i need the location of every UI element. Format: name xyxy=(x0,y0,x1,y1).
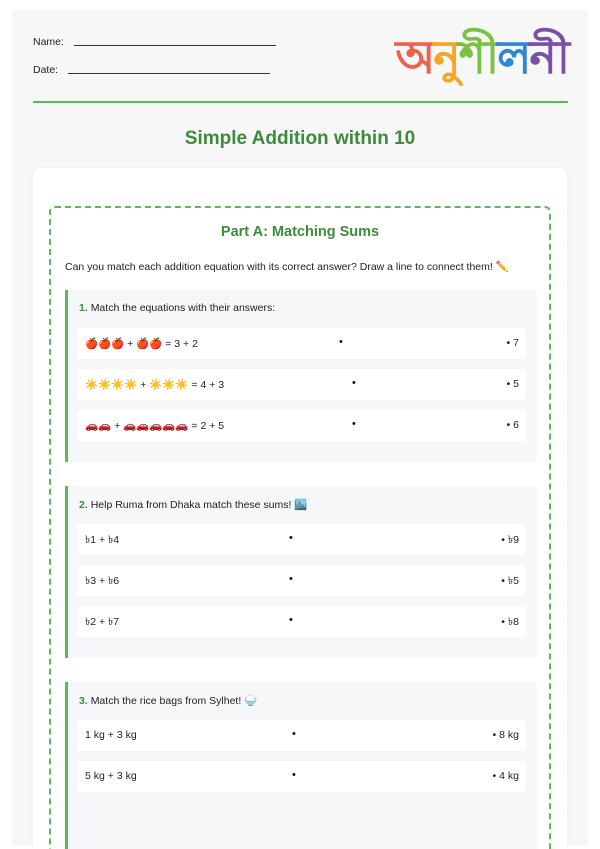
answer-right[interactable] xyxy=(492,729,519,741)
connect-dot-left[interactable]: • xyxy=(289,614,293,626)
logo-char-2: নু xyxy=(433,30,459,84)
content-card xyxy=(33,168,567,849)
connect-dot-right[interactable]: • xyxy=(492,729,497,741)
answer-value: 4 kg xyxy=(499,770,519,782)
question-1 xyxy=(65,290,537,462)
connect-dot-right[interactable]: • xyxy=(501,534,505,546)
answer-value: ৳9 xyxy=(507,534,519,546)
match-row xyxy=(77,761,526,792)
match-row xyxy=(77,410,526,441)
name-field xyxy=(33,36,276,48)
equation-left: 5 kg + 3 kg xyxy=(85,770,137,782)
match-row xyxy=(77,524,526,555)
worksheet-title: Simple Addition within 10 xyxy=(184,128,416,149)
question-2 xyxy=(65,486,537,658)
equation-left: ৳2 + ৳7 xyxy=(85,616,120,628)
equation-left: ৳3 + ৳6 xyxy=(85,575,120,587)
date-label: Date: xyxy=(33,64,59,76)
equation-left: 🍎🍎🍎 + 🍎🍎 = 3 + 2 xyxy=(85,338,198,350)
question-prompt: Help Ruma from Dhaka match these sums! 🏙️ xyxy=(90,499,308,511)
answer-right[interactable] xyxy=(501,533,519,550)
match-row xyxy=(77,369,526,400)
header-divider xyxy=(33,101,568,103)
question-3 xyxy=(65,682,537,849)
connect-dot-left[interactable]: • xyxy=(289,532,293,544)
connect-dot-left[interactable]: • xyxy=(352,418,356,430)
answer-right[interactable] xyxy=(506,419,519,431)
answer-right[interactable] xyxy=(492,770,519,782)
equation-left: 1 kg + 3 kg xyxy=(85,729,137,741)
connect-dot-right[interactable]: • xyxy=(506,337,511,349)
equation-left: 🚗🚗 + 🚗🚗🚗🚗🚗 = 2 + 5 xyxy=(85,420,225,432)
connect-dot-right[interactable]: • xyxy=(492,770,497,782)
question-2-header xyxy=(79,498,307,511)
logo-char-3: শী xyxy=(458,30,498,84)
date-field xyxy=(33,64,270,76)
answer-right[interactable] xyxy=(501,574,519,591)
connect-dot-left[interactable]: • xyxy=(289,573,293,585)
question-1-header xyxy=(79,302,275,314)
answer-value: 8 kg xyxy=(499,729,519,741)
answer-right[interactable] xyxy=(506,337,519,349)
logo-char-4: ল xyxy=(497,30,530,84)
match-row xyxy=(77,328,526,359)
match-row xyxy=(77,606,526,637)
answer-value: 7 xyxy=(513,337,519,349)
answer-value: ৳8 xyxy=(507,616,519,628)
connect-dot-right[interactable]: • xyxy=(506,378,511,390)
equation-left: ৳1 + ৳4 xyxy=(85,534,120,546)
connect-dot-right[interactable]: • xyxy=(506,419,511,431)
equation-left: ☀️☀️☀️☀️ + ☀️☀️☀️ = 4 + 3 xyxy=(85,379,225,391)
answer-value: 6 xyxy=(513,419,519,431)
match-row xyxy=(77,720,526,751)
worksheet-header xyxy=(33,22,568,102)
logo-char-5: নী xyxy=(529,30,568,84)
connect-dot-left[interactable]: • xyxy=(292,769,296,781)
question-number: 1. xyxy=(79,302,88,314)
part-a-title: Part A: Matching Sums xyxy=(220,224,380,240)
answer-right[interactable] xyxy=(506,378,519,390)
logo-char-1: অ xyxy=(395,30,434,84)
connect-dot-left[interactable]: • xyxy=(339,336,343,348)
match-row xyxy=(77,565,526,596)
name-label: Name: xyxy=(33,36,64,48)
answer-value: 5 xyxy=(513,378,519,390)
question-prompt: Match the rice bags from Sylhet! 🍚 xyxy=(90,695,258,707)
question-3-header xyxy=(79,694,257,707)
connect-dot-left[interactable]: • xyxy=(352,377,356,389)
part-a-section xyxy=(49,206,551,849)
name-blank-line xyxy=(74,45,276,46)
answer-value: ৳5 xyxy=(507,575,519,587)
question-number: 2. xyxy=(79,499,88,511)
worksheet-page xyxy=(12,10,588,845)
connect-dot-right[interactable]: • xyxy=(501,575,505,587)
part-a-instructions: Can you match each addition equation with its correct answer? Draw a line to connect them! ✏️ xyxy=(65,261,509,273)
question-number: 3. xyxy=(79,695,88,707)
brand-logo xyxy=(395,22,568,92)
connect-dot-left[interactable]: • xyxy=(292,728,296,740)
connect-dot-right[interactable]: • xyxy=(501,616,505,628)
answer-right[interactable] xyxy=(501,615,519,632)
date-blank-line xyxy=(68,73,270,74)
question-prompt: Match the equations with their answers: xyxy=(90,302,276,314)
